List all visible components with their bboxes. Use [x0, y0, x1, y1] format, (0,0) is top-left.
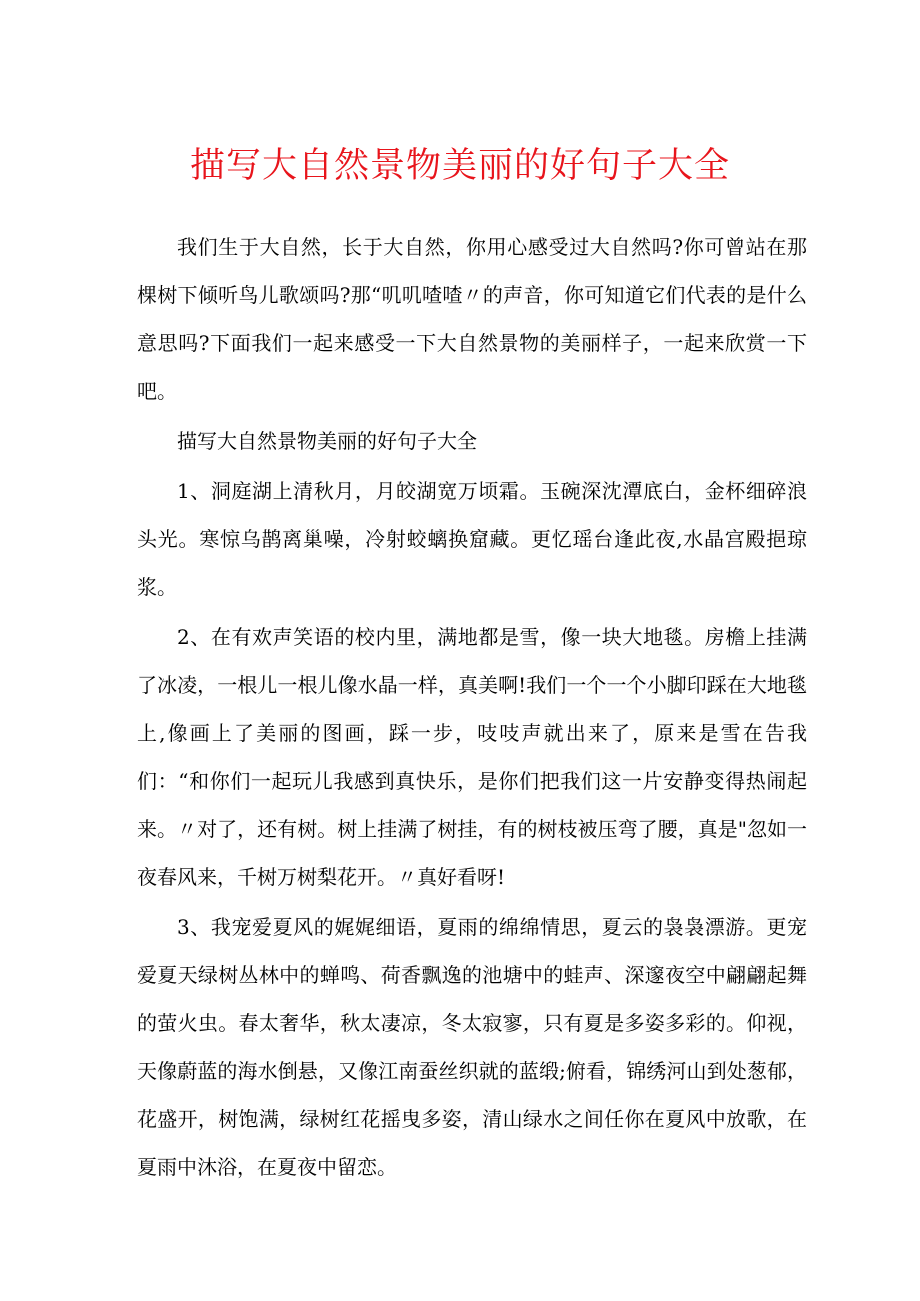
list-item-2: 2、在有欢声笑语的校内里，满地都是雪，像一块大地毯。房檐上挂满了冰凌，一根儿一根儿像水晶一样，真美啊!我们一个一个小脚印踩在大地毯上,像画上了美丽的图画，踩一步，吱吱声就出来了，原来是雪在告我们：“和你们一起玩儿我感到真快乐，是你们把我们这一片安静变得热闹起来。〃对了，还有树。树上挂满了树挂，有的树枝被压弯了腰，真是"忽如一夜春风来，千树万树梨花开。〃真好看呀!	[137, 625, 807, 889]
document-title: 描写大自然景物美丽的好句子大全	[189, 146, 730, 186]
section-heading: 描写大自然景物美丽的好句子大全	[177, 429, 477, 453]
list-item-3: 3、我宠爱夏风的娓娓细语，夏雨的绵绵情思，夏云的袅袅漂游。更宠爱夏天绿树丛林中的蝉鸣、荷香飘逸的池塘中的蛙声、深邃夜空中翩翩起舞的萤火虫。春太奢华，秋太凄凉，冬太寂寥，只有夏是多姿多彩的。仰视，天像蔚蓝的海水倒悬，又像江南蚕丝织就的蓝缎;俯看，锦绣河山到处葱郁，花盛开，树饱满，绿树红花摇曳多姿，清山绿水之间任你在夏风中放歌，在夏雨中沐浴，在夏夜中留恋。	[137, 915, 807, 1179]
list-item-1: 1、洞庭湖上清秋月，月皎湖宽万顷霜。玉碗深沈潭底白，金杯细碎浪头光。寒惊乌鹊离巢噪，冷射蛟螭换窟藏。更忆瑶台逢此夜,水晶宫殿挹琼浆。	[137, 479, 807, 599]
document-body	[137, 223, 807, 1191]
intro-paragraph: 我们生于大自然，长于大自然，你用心感受过大自然吗?你可曾站在那棵树下倾听鸟儿歌颂吗?那“叽叽喳喳〃的声音，你可知道它们代表的是什么意思吗?下面我们一起来感受一下大自然景物的美丽样子，一起来欣赏一下吧。	[137, 235, 807, 403]
